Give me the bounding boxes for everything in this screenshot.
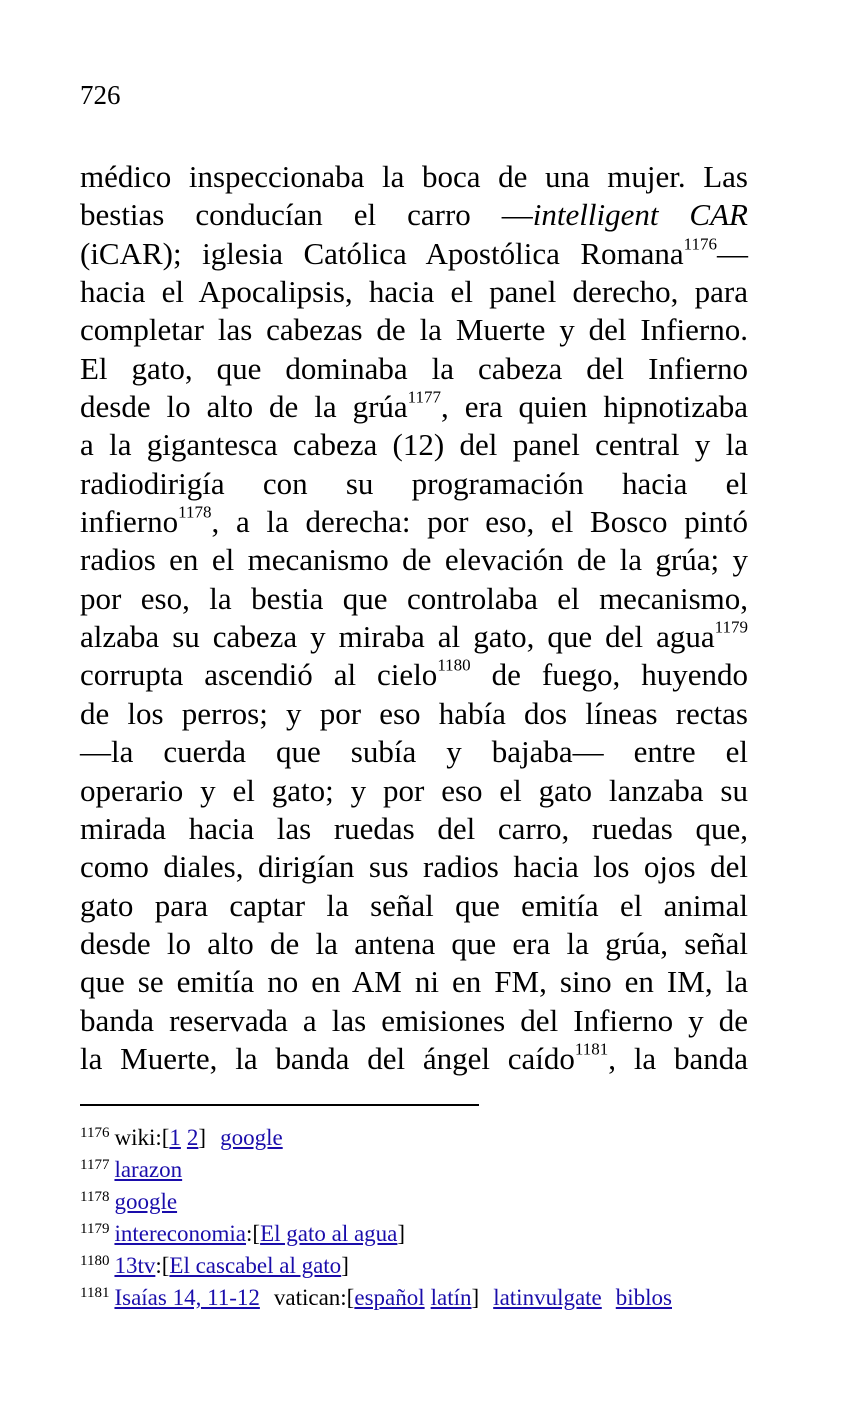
text-line — [80, 426, 748, 464]
text-run: corrupta ascendió al cielo — [80, 657, 438, 693]
footnote-link[interactable]: larazon — [114, 1157, 183, 1182]
text-run: radiodirigía con su programación hacia el — [80, 465, 748, 501]
footnote-item — [80, 1250, 780, 1282]
page-number: 726 — [80, 80, 121, 110]
footnote-number: 1179 — [80, 1220, 110, 1237]
text-line — [80, 1002, 748, 1040]
footnote-number: 1176 — [80, 1124, 110, 1141]
text-line — [80, 772, 748, 810]
text-run: a la gigantesca cabeza (12) del panel central y la — [80, 427, 748, 463]
text-line — [80, 196, 748, 234]
footnote-ref[interactable]: 1181 — [574, 1039, 609, 1059]
footnote-link[interactable]: google — [114, 1189, 178, 1214]
text-run: , a la derecha: por eso, el Bosco pintó — [211, 504, 748, 540]
text-run: desde lo alto de la antena que era la grúa, señal — [80, 925, 748, 961]
text-run: que se emitía no en AM ni en FM, sino en IM, la — [80, 964, 748, 1000]
footnote-link[interactable]: El gato al agua — [260, 1221, 398, 1246]
footnote-link[interactable]: biblos — [615, 1285, 672, 1310]
text-line — [80, 388, 748, 426]
text-run: de los perros; y por eso había dos líneas rectas — [80, 695, 748, 731]
text-run: completar las cabezas de la Muerte y del Infierno. — [80, 312, 748, 348]
footnote-item — [80, 1122, 780, 1154]
text-run: de fuego, huyendo — [470, 657, 748, 693]
footnote-text: :[ — [246, 1221, 261, 1246]
footnote-ref[interactable]: 1176 — [683, 234, 717, 254]
text-line — [80, 848, 748, 886]
text-line — [80, 695, 748, 733]
text-line — [80, 541, 748, 579]
text-run: (iCAR); iglesia Católica Apostólica Romana — [80, 235, 684, 271]
body-paragraph — [80, 158, 748, 1078]
footnote-text: wiki:[ — [114, 1125, 170, 1150]
text-run: infierno — [80, 504, 179, 540]
text-run: por eso, la bestia que controlaba el mecanismo, — [80, 580, 748, 616]
text-run: El gato, que dominaba la cabeza del Infierno — [80, 350, 748, 386]
text-run: como diales, dirigían sus radios hacia los ojos del — [80, 849, 748, 885]
footnote-link[interactable]: español — [354, 1285, 425, 1310]
footnote-text: ] — [341, 1253, 349, 1278]
text-line — [80, 311, 748, 349]
text-line — [80, 925, 748, 963]
text-run: —la cuerda que subía y bajaba— entre el — [80, 734, 748, 770]
text-line — [80, 733, 748, 771]
footnote-ref[interactable]: 1177 — [407, 387, 442, 407]
text-run: la Muerte, la banda del ángel caído — [80, 1040, 575, 1076]
text-run: — — [717, 235, 748, 271]
text-line — [80, 963, 748, 1001]
text-line — [80, 235, 748, 273]
footnote-link[interactable]: 13tv — [114, 1253, 156, 1278]
footnotes-list — [80, 1122, 780, 1314]
footnote-link[interactable]: 1 — [169, 1125, 181, 1150]
footnote-text: ] — [397, 1221, 406, 1246]
footnote-text: vatican:[ — [273, 1285, 355, 1310]
text-run: desde lo alto de la grúa — [80, 389, 408, 425]
text-line — [80, 1040, 748, 1078]
footnote-ref[interactable]: 1178 — [178, 502, 212, 522]
text-line — [80, 273, 748, 311]
text-run: médico inspeccionaba la boca de una mujer. Las — [80, 159, 748, 194]
text-line — [80, 810, 748, 848]
footnote-item — [80, 1154, 780, 1186]
text-run: , era quien hipnotizaba — [441, 389, 748, 425]
text-run: mirada hacia las ruedas del carro, ruedas que, — [80, 810, 748, 846]
text-run: hacia el Apocalipsis, hacia el panel derecho, para — [80, 274, 748, 310]
footnote-number: 1177 — [80, 1156, 110, 1173]
footnote-number: 1178 — [80, 1188, 110, 1205]
text-run: alzaba su cabeza y miraba al gato, que del agua — [80, 619, 715, 655]
text-line — [80, 618, 748, 656]
footnote-link[interactable]: latinvulgate — [493, 1285, 602, 1310]
footnote-link[interactable]: latín — [430, 1285, 472, 1310]
footnote-number: 1180 — [80, 1252, 110, 1269]
text-line — [80, 350, 748, 388]
text-run: operario y el gato; y por eso el gato lanzaba su — [80, 772, 748, 808]
footnote-link[interactable]: El cascabel al gato — [169, 1253, 342, 1278]
footnote-item — [80, 1218, 780, 1250]
footnote-item — [80, 1282, 780, 1314]
text-run: banda reservada a las emisiones del Infierno y de — [80, 1002, 748, 1038]
text-line — [80, 656, 748, 694]
footnote-text: :[ — [155, 1253, 170, 1278]
footnote-link[interactable]: Isaías 14, 11-12 — [114, 1285, 260, 1310]
footnote-text: ] — [198, 1125, 207, 1150]
text-line — [80, 887, 748, 925]
italic-text: intelligent CAR — [532, 197, 748, 233]
text-line — [80, 580, 748, 618]
footnote-text: ] — [471, 1285, 480, 1310]
text-run: gato para captar la señal que emitía el animal — [80, 887, 748, 923]
text-line — [80, 158, 748, 196]
text-run: bestias conducían el carro — — [80, 197, 533, 233]
footnote-link[interactable]: intereconomia — [114, 1221, 247, 1246]
footnote-number: 1181 — [80, 1284, 110, 1301]
text-run: , la banda — [608, 1040, 748, 1076]
text-line — [80, 465, 748, 503]
footnote-link[interactable]: 2 — [186, 1125, 199, 1150]
text-run: radios en el mecanismo de elevación de la grúa; y — [80, 542, 748, 578]
text-line — [80, 503, 748, 541]
footnote-link[interactable]: google — [220, 1125, 283, 1150]
footnote-ref[interactable]: 1180 — [437, 656, 471, 676]
footnote-divider — [80, 1104, 479, 1106]
footnote-item — [80, 1186, 780, 1218]
footnote-ref[interactable]: 1179 — [714, 617, 748, 637]
